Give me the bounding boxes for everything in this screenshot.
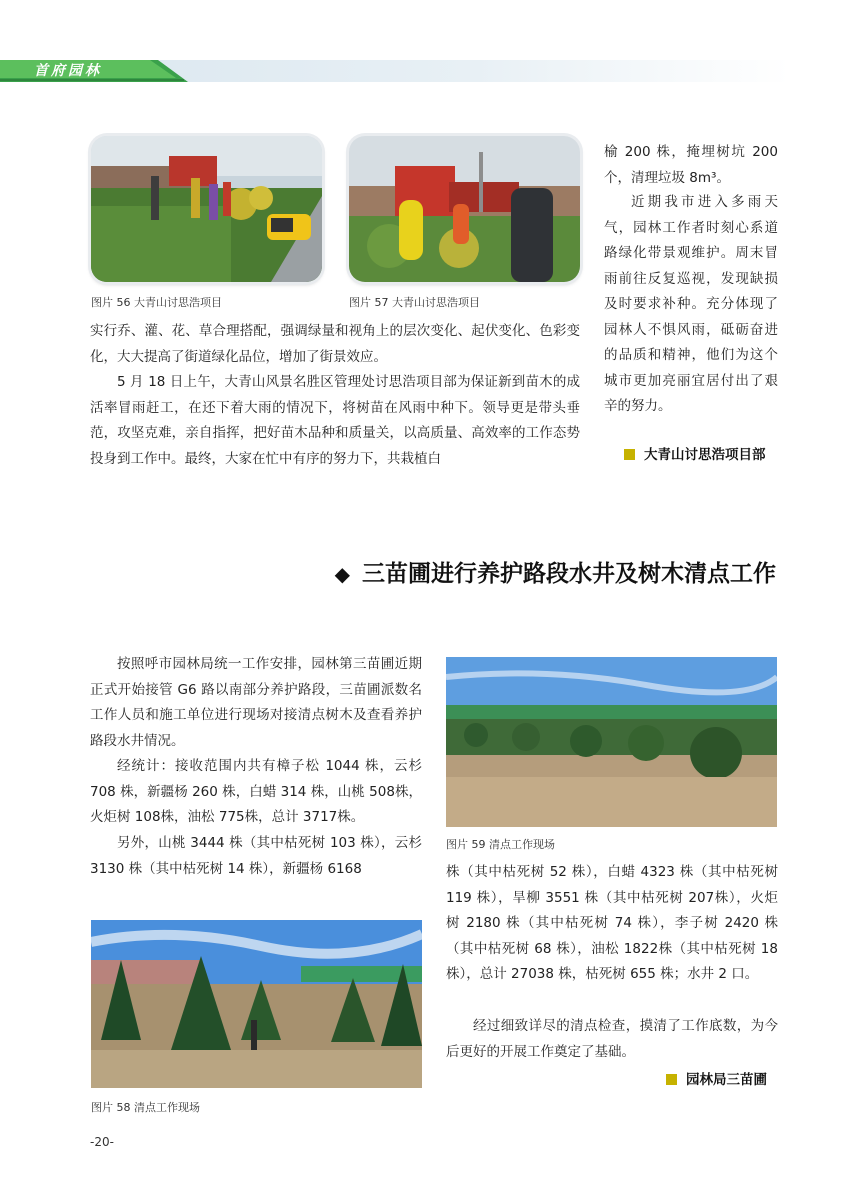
article2-source-text: 园林局三苗圃 xyxy=(686,1072,767,1088)
page-number: -20- xyxy=(90,1135,114,1149)
photo-58-caption: 图片 58 清点工作现场 xyxy=(91,1101,200,1114)
photo-56 xyxy=(91,136,322,282)
article1-right-paragraph-2: 近期我市进入多雨天气，园林工作者时刻心系道路绿化带景观维护。周末冒雨前往反复巡视，发现缺损及时要求补种。充分体现了园林人不惧风雨，砥砺奋进的品质和精神，他们为这个城市更加亮丽宜居付出了艰辛的努力。 xyxy=(604,194,778,414)
source-marker-icon xyxy=(666,1074,677,1085)
photo-57 xyxy=(349,136,580,282)
photo-56-caption: 图片 56 大青山讨思浩项目 xyxy=(91,296,222,309)
article1-paragraph-2: 5 月 18 日上午，大青山风景名胜区管理处讨思浩项目部为保证新到苗木的成活率冒雨赶工，在还下着大雨的情况下，将树苗在风雨中种下。领导更是带头垂范，攻坚克难，亲自指挥，把好苗木品种和质量关，以高质量、高效率的工作态势投身到工作中。最终，大家在忙中有序的努力下，共栽植白 xyxy=(90,374,580,467)
photo-59-caption: 图片 59 清点工作现场 xyxy=(446,838,555,851)
magazine-title: 首府园林 xyxy=(34,63,102,79)
article2-right-paragraph-2: 经过细致详尽的清点检查，摸清了工作底数，为今后更好的开展工作奠定了基础。 xyxy=(446,1018,778,1060)
photo-59 xyxy=(446,657,777,827)
article2-right-paragraph-1: 株（其中枯死树 52 株），白蜡 4323 株（其中枯死树 119 株），旱柳 3551 株（其中枯死树 207株），火炬树 2180 株（其中枯死树 74 株），李子树 2420 株（其中枯死树 68 株），油松 1822株（其中枯死树 18 株），总计 27038 株，枯死树 655 株；水井 2 口。 xyxy=(446,864,778,982)
article2-source xyxy=(666,1071,767,1089)
article2-paragraph-3: 另外，山桃 3444 株（其中枯死树 103 株），云杉 3130 株（其中枯死树 14 株），新疆杨 6168 xyxy=(90,835,422,877)
article2-paragraph-2: 经统计：接收范围内共有樟子松 1044 株，云杉 708 株，新疆杨 260 株，白蜡 314 株，山桃 508株，火炬树 108株，油松 775株，总计 3717株。 xyxy=(90,758,422,825)
diamond-bullet-icon: ◆ xyxy=(334,562,350,586)
article2-paragraph-1: 按照呼市园林局统一工作安排，园林第三苗圃近期正式开始接管 G6 路以南部分养护路段，三苗圃派数名工作人员和施工单位进行现场对接清点树木及查看养护路段水井情况。 xyxy=(90,656,422,749)
source-marker-icon xyxy=(624,449,635,460)
photo-57-caption: 图片 57 大青山讨思浩项目 xyxy=(349,296,480,309)
section-title xyxy=(335,558,776,590)
article1-right-paragraph-1: 榆 200 株，掩埋树坑 200 个，清理垃圾 8m³。 xyxy=(604,144,778,186)
section-title-text: 三苗圃进行养护路段水井及树木清点工作 xyxy=(362,561,776,587)
article1-source-text: 大青山讨思浩项目部 xyxy=(644,447,766,463)
photo-58 xyxy=(91,920,422,1088)
article1-paragraph-1: 实行乔、灌、花、草合理搭配，强调绿量和视角上的层次变化、起伏变化、色彩变化，大大提高了街道绿化品位，增加了街景效应。 xyxy=(90,323,580,365)
article1-source xyxy=(624,446,766,464)
